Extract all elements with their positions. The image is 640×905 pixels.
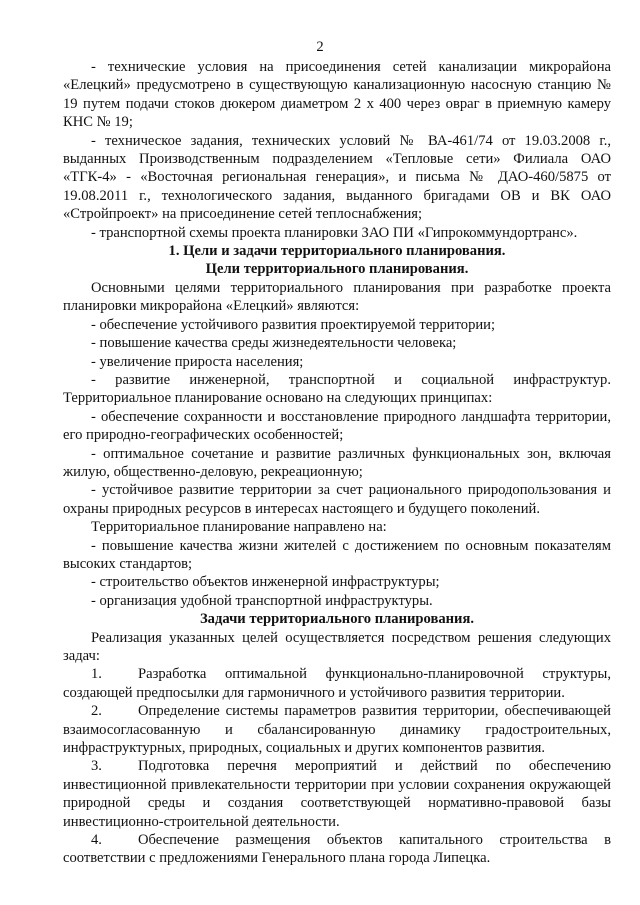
goal-item: - увеличение прироста населения; bbox=[91, 353, 304, 370]
principle-item: - устойчивое развитие территории за счет рационального природопользования и охраны природных ресурсов в интересах настоящего и будущего поколений. bbox=[63, 482, 611, 517]
task-text: Подготовка перечня мероприятий и действий по обеспечению инвестиционной привлекательности территории при условии сохранения окружающей природной среды и создания соответствующей нормативно-правовой базы инвестиционно-строительной деятельности. bbox=[63, 758, 611, 830]
task-item bbox=[63, 831, 611, 868]
paragraph-sewer-conditions: - технические условия на присоединения сетей канализации микрорайона «Елецкий» предусмотрено в существующую канализационную насосную станцию № 19 путем подачи стоков дюкером диаметром 2 х 400 через овраг в приемную камеру КНС № 19; bbox=[63, 59, 611, 131]
task-number: 1. bbox=[91, 666, 102, 683]
task-number: 4. bbox=[91, 832, 102, 849]
goal-item: - обеспечение устойчивого развития проектируемой территории; bbox=[91, 316, 496, 333]
task-text: Определение системы параметров развития территории, обеспечивающей взаимосогласованную и сбалансированную динамику градостроительных, инфраструктурных, природных, социальных и других компонентов развития. bbox=[63, 703, 611, 757]
goal-item: - повышение качества среды жизнедеятельности человека; bbox=[91, 335, 457, 352]
section-heading: 1. Цели и задачи территориального планирования. bbox=[168, 243, 506, 260]
direction-item: - организация удобной транспортной инфраструктуры. bbox=[91, 592, 433, 609]
page-number: 2 bbox=[316, 39, 324, 55]
task-item bbox=[63, 757, 611, 831]
task-number: 2. bbox=[91, 703, 102, 720]
task-number: 3. bbox=[91, 758, 102, 775]
tasks-heading: Задачи территориального планирования. bbox=[199, 611, 474, 628]
task-text: Обеспечение размещения объектов капитального строительства в соответствии с предложениями Генерального плана города Липецка. bbox=[63, 832, 611, 867]
task-text: Разработка оптимальной функционально-планировочной структуры, создающей предпосылки для гармоничного и устойчивого развития территории. bbox=[63, 666, 611, 701]
paragraph-transport-scheme: - транспортной схемы проекта планировки ЗАО ПИ «Гипрокоммундортранс». bbox=[91, 224, 578, 241]
direction-item: - строительство объектов инженерной инфраструктуры; bbox=[91, 574, 440, 591]
document-body bbox=[63, 58, 611, 868]
principle-item: - обеспечение сохранности и восстановление природного ландшафта территории, его природно-географических особенностей; bbox=[63, 408, 611, 444]
goal-item: - развитие инженерной, транспортной и социальной инфраструктур. bbox=[91, 371, 611, 388]
directions-intro: Территориальное планирование направлено на: bbox=[91, 519, 387, 536]
principle-item: - оптимальное сочетание и развитие различных функциональных зон, включая жилую, общественно-деловую, рекреационную; bbox=[63, 445, 611, 480]
task-item bbox=[63, 665, 611, 702]
goals-intro: Основными целями территориального планирования при разработке проекта планировки микрорайона «Елецкий» являются: bbox=[63, 279, 611, 315]
goals-heading: Цели территориального планирования. bbox=[205, 261, 469, 278]
paragraph-heat-conditions: - техническое задания, технических условий № ВА-461/74 от 19.03.2008 г., выданных Производственным подразделением «Тепловые сети» Филиала ОАО «ТГК-4» - «Восточная региональная генерация», и письма № ДАО-460/5875 от 19.08.2011 г., технологического задания, выданного бригадами ОВ и ВК ОАО «Стройпроект» на присоединение сетей теплоснабжения; bbox=[63, 132, 611, 223]
task-item bbox=[63, 702, 611, 757]
principles-intro: Территориальное планирование основано на следующих принципах: bbox=[63, 390, 493, 407]
tasks-intro: Реализация указанных целей осуществляется посредством решения следующих задач: bbox=[63, 629, 611, 664]
direction-item: - повышение качества жизни жителей с достижением по основным показателям высоких стандартов; bbox=[63, 537, 611, 572]
